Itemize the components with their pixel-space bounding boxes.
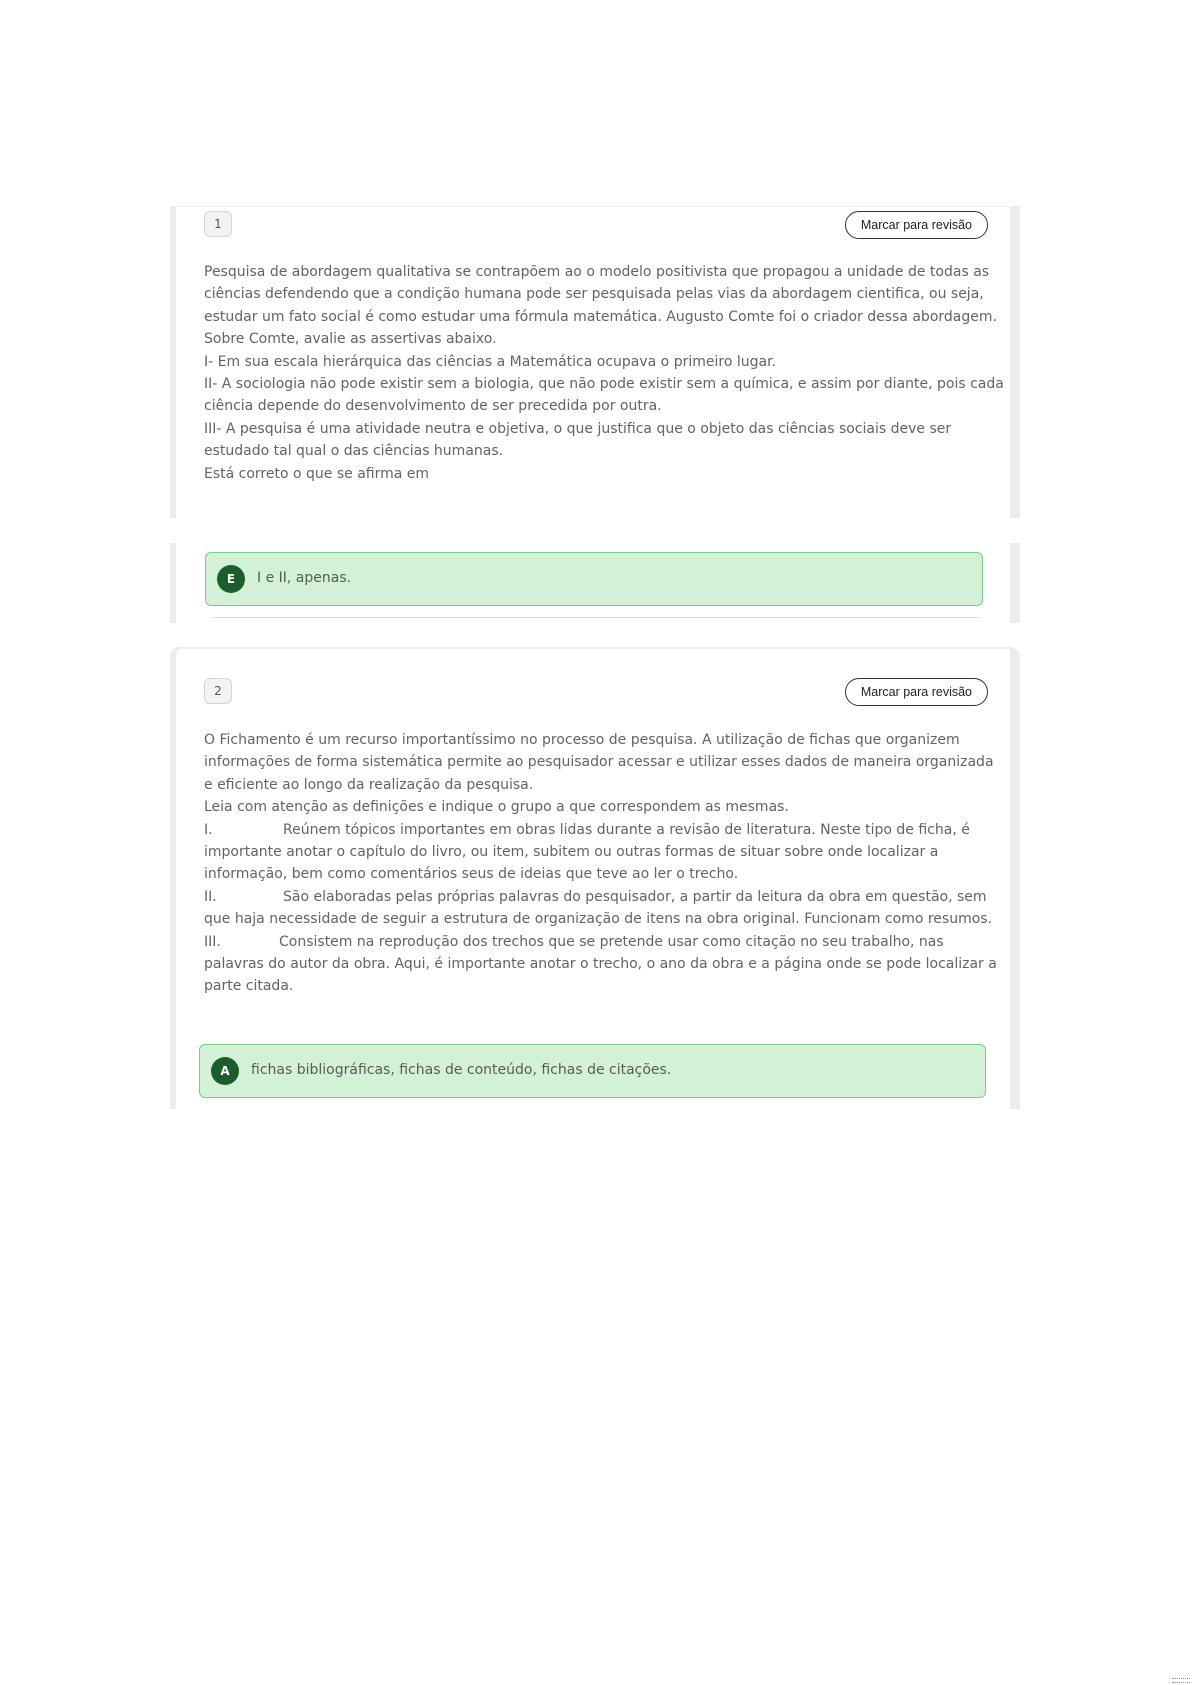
- definition-item-2: [204, 886, 1004, 931]
- option-letter-badge: E: [217, 565, 245, 593]
- definition-item-3: [204, 931, 1004, 998]
- item-text: São elaboradas pelas próprias palavras do pesquisador, a partir da leitura da obra em questão, sem que haja necessidade de seguir a estrutura de organização de itens na obra original. Funcionam como resumos.: [204, 888, 993, 928]
- item-text: Reúnem tópicos importantes em obras lidas durante a revisão de literatura. Neste tipo de ficha, é importante anotar o capítulo do livro, ou item, subitem ou outras formas de situar sobre onde localizar a informação, bem como comentários seus de ideias que teve ao ler o trecho.: [204, 821, 970, 883]
- mark-for-review-button[interactable]: Marcar para revisão: [845, 211, 988, 239]
- question-number-badge: 2: [204, 678, 232, 704]
- item-marker: III.: [204, 933, 221, 950]
- question-paragraph: Sobre Comte, avalie as assertivas abaixo.: [204, 331, 497, 348]
- question-paragraph: O Fichamento é um recurso importantíssimo no processo de pesquisa. A utilização de fichas que organizem informações de forma sistemática permite ao pesquisador acessar e utilizar esses dados de maneira organizada e eficiente ao longo da realização da pesquisa.: [204, 732, 994, 793]
- option-text: fichas bibliográficas, fichas de conteúdo, fichas de citações.: [251, 1062, 672, 1078]
- assertion-1: I- Em sua escala hierárquica das ciências a Matemática ocupava o primeiro lugar.: [204, 353, 776, 370]
- page-corner-mark-icon: [1172, 1678, 1190, 1683]
- question-prompt: Está correto o que se afirma em: [204, 465, 430, 482]
- answer-panel-1: [170, 543, 1020, 623]
- item-marker: I.: [204, 821, 213, 838]
- assertion-2: II- A sociologia não pode existir sem a biologia, que não pode existir sem a química, e assim por diante, pois cada ciência depende do desenvolvimento de ser precedida por outra.: [204, 376, 1004, 415]
- question-paragraph: Leia com atenção as definições e indique o grupo a que correspondem as mesmas.: [204, 799, 789, 816]
- question-card-1: [170, 206, 1020, 518]
- question-number-badge: 1: [204, 211, 232, 237]
- question-text: [204, 729, 1004, 998]
- question-paragraph: Pesquisa de abordagem qualitativa se contrapõem ao o modelo positivista que propagou a unidade de todas as ciências defendendo que a condição humana pode ser pesquisada pelas vias da abordagem cientifica, ou seja, estudar um fato social é como estudar uma fórmula matemática. Augusto Comte foi o criador dessa abordagem.: [204, 264, 997, 325]
- question-card-2: [170, 647, 1020, 1109]
- next-option-divider: [211, 617, 981, 618]
- option-text: I e II, apenas.: [257, 570, 352, 586]
- item-text: Consistem na reprodução dos trechos que se pretende usar como citação no seu trabalho, nas palavras do autor da obra. Aqui, é importante anotar o trecho, o ano da obra e a página onde se pode localizar a parte citada.: [204, 933, 997, 995]
- selected-answer-option[interactable]: [199, 1044, 986, 1098]
- item-marker: II.: [204, 888, 217, 905]
- question-text: [204, 261, 1004, 485]
- mark-for-review-button[interactable]: Marcar para revisão: [845, 678, 988, 706]
- definition-item-1: [204, 819, 1004, 886]
- option-letter-badge: A: [211, 1057, 239, 1085]
- selected-answer-option[interactable]: [205, 552, 983, 606]
- assertion-3: III- A pesquisa é uma atividade neutra e objetiva, o que justifica que o objeto das ciências sociais deve ser estudado tal qual o das ciências humanas.: [204, 420, 952, 460]
